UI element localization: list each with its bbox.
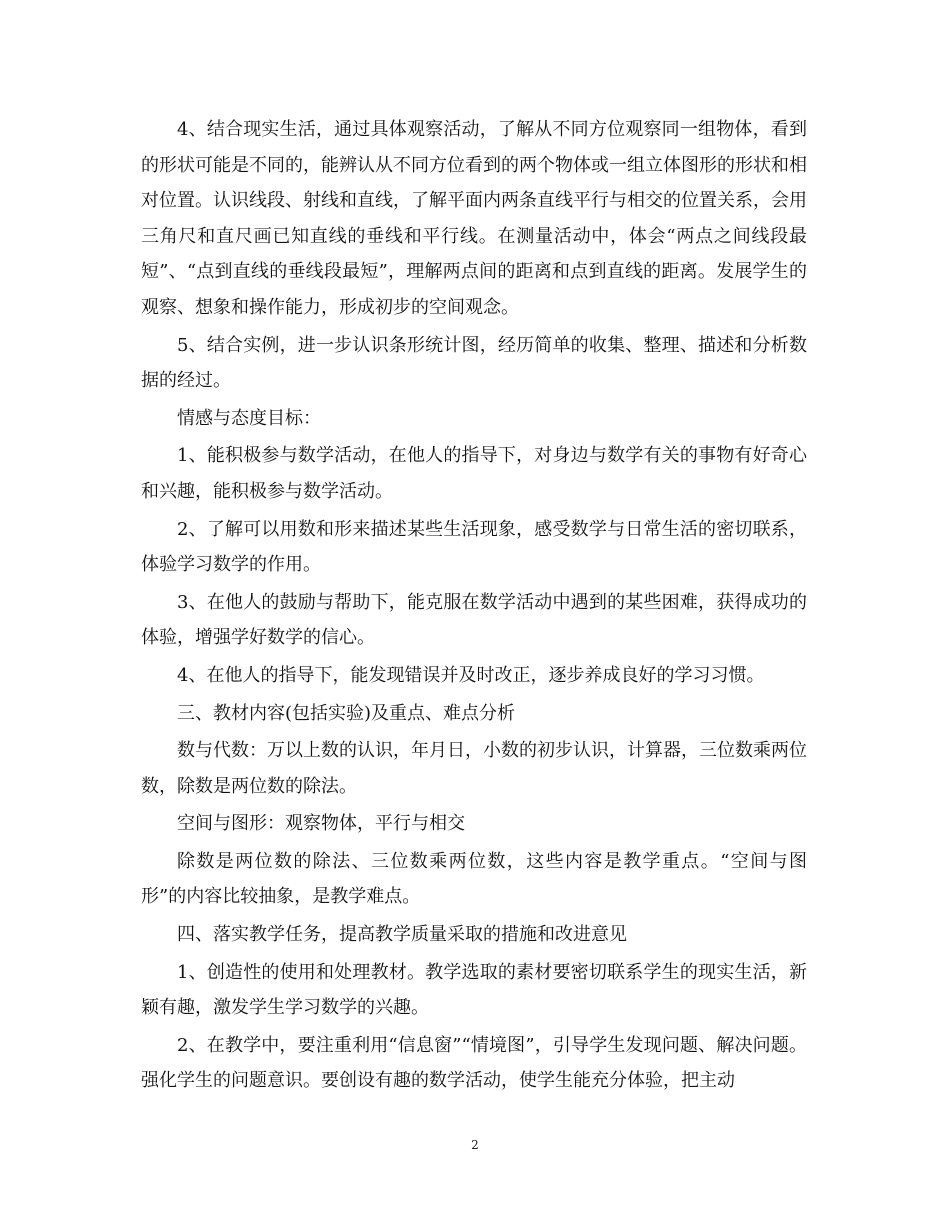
heading-section-three: 三、教材内容(包括实验)及重点、难点分析 (177, 702, 516, 724)
paragraph-space-figure: 空间与图形：观察物体，平行与相交 (177, 813, 465, 835)
page-number: 2 (471, 1138, 479, 1152)
paragraph-attitude-goal-4: 4、在他人的指导下，能发现错误并及时改正，逐步养成良好的学习习惯。 (177, 664, 765, 686)
paragraph-attitude-goal-3: 3、在他人的鼓励与帮助下，能克服在数学活动中遇到的某些困难，获得成功的体验，增强学好数学的信心。 (141, 591, 807, 649)
paragraph-attitude-goal-2: 2、了解可以用数和形来描述某些生活现象，感受数学与日常生活的密切联系，体验学习数学的作用。 (141, 518, 807, 576)
paragraph-measure-2: 2、在教学中，要注重利用“信息窗”“情境图”，引导学生发现问题、解决问题。强化学生的问题意识。要创设有趣的数学活动，使学生能充分体验，把主动 (141, 1034, 807, 1092)
heading-emotion-attitude-goals: 情感与态度目标： (177, 407, 321, 429)
paragraph-statistics-goal-5: 5、结合实例，进一步认识条形统计图，经历简单的收集、整理、描述和分析数据的经过。 (141, 334, 807, 392)
paragraph-key-difficult-points: 除数是两位数的除法、三位数乘两位数，这些内容是教学重点。“空间与图形”的内容比较抽象，是教学难点。 (141, 850, 807, 908)
paragraph-attitude-goal-1: 1、能积极参与数学活动，在他人的指导下，对身边与数学有关的事物有好奇心和兴趣，能积极参与数学活动。 (141, 445, 807, 502)
paragraph-number-algebra: 数与代数：万以上数的认识，年月日，小数的初步认识，计算器，三位数乘两位数，除数是两位数的除法。 (141, 740, 807, 797)
paragraph-measure-1: 1、创造性的使用和处理教材。教学选取的素材要密切联系学生的现实生活，新颖有趣，激发学生学习数学的兴趣。 (141, 961, 807, 1019)
paragraph-spatial-goal-4: 4、结合现实生活，通过具体观察活动，了解从不同方位观察同一组物体，看到的形状可能是不同的，能辨认从不同方位看到的两个物体或一组立体图形的形状和相对位置。认识线段、射线和直线，了解平面内两条直线平行与相交的位置关系，会用三角尺和直尺画已知直线的垂线和平行线。在测量活动中，体会“两点之间线段最短”、“点到直线的垂线段最短”，理解两点间的距离和点到直线的距离。发展学生的观察、想象和操作能力，形成初步的空间观念。 (141, 119, 807, 318)
document-body (141, 112, 807, 1101)
heading-section-four: 四、落实教学任务，提高教学质量采取的措施和改进意见 (177, 924, 627, 946)
